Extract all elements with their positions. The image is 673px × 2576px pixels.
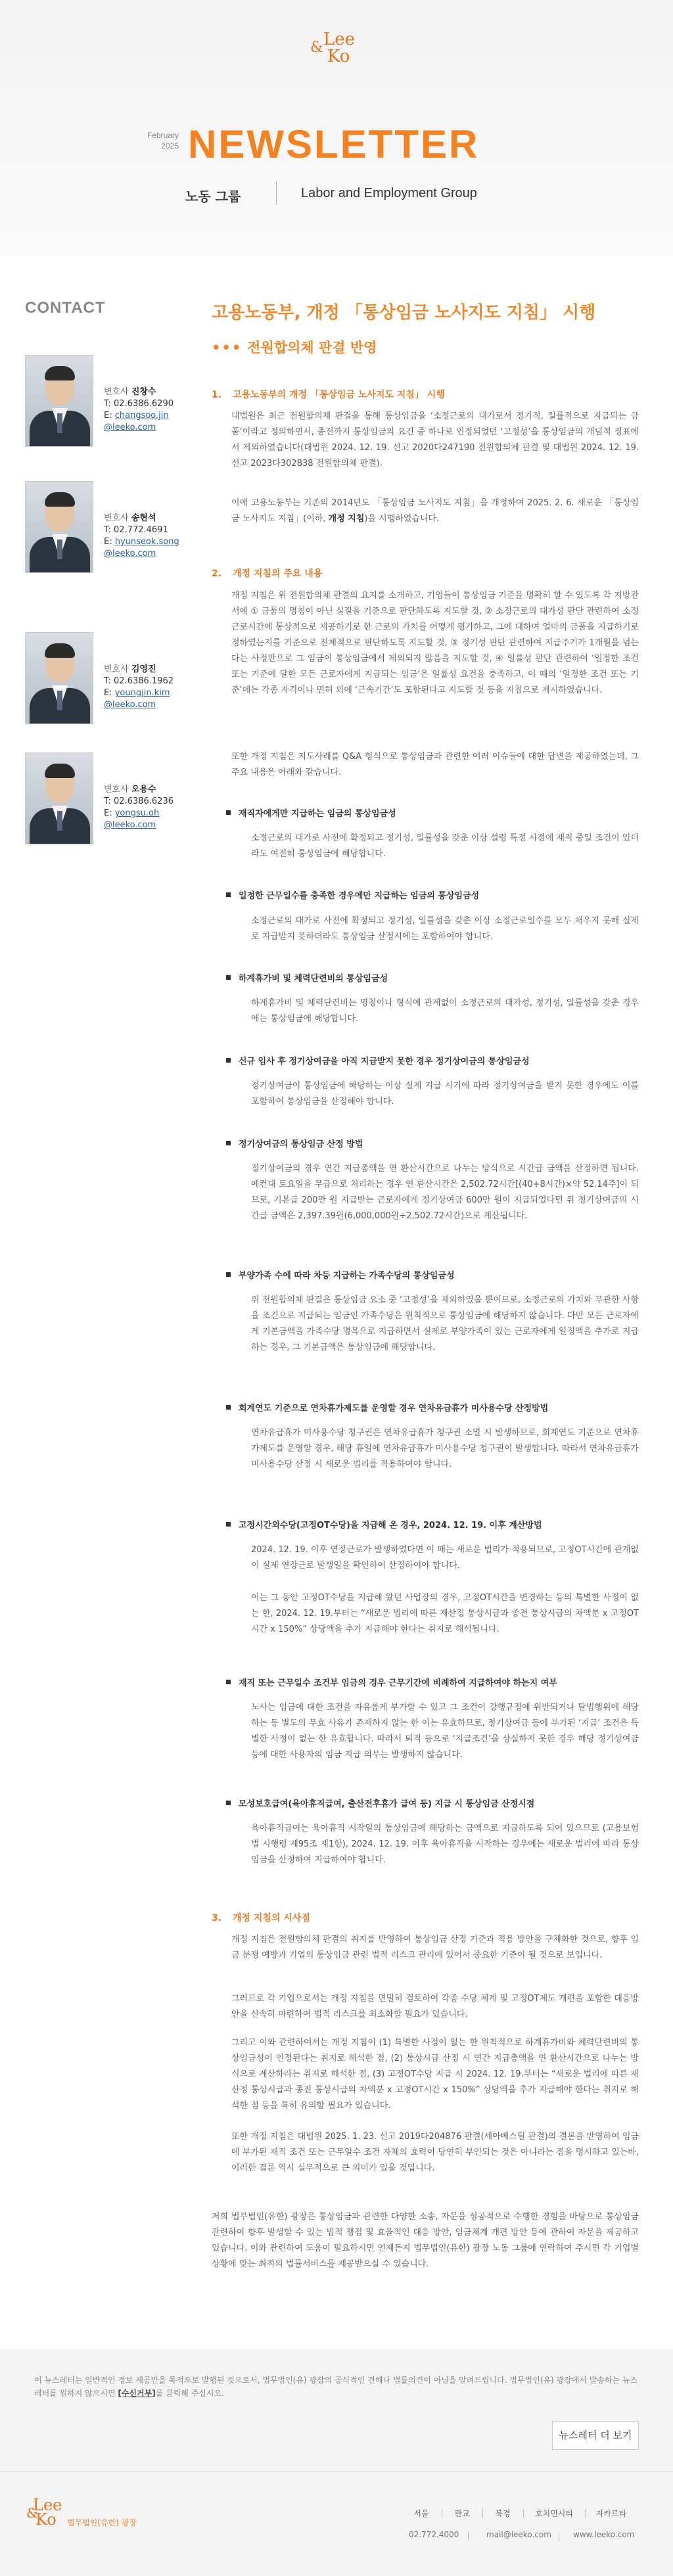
article-subtitle [212,337,377,357]
bullet-square-icon [226,1680,231,1684]
item-heading-text: 재직자에게만 지급하는 임금의 통상임금성 [239,809,396,819]
item-heading-text: 부양가족 수에 따라 차등 지급하는 가족수당의 통상임금성 [239,1271,455,1281]
firm-tel: 02.772.4000 [409,2530,459,2539]
email-label: E: [104,411,112,421]
contact-name: 진창수 [131,387,156,397]
paragraph: 그리고 이와 관련하여서는 개정 지침이 (1) 특별한 사정이 없는 한 원칙적으로 하계휴가비와 체력단련비의 통상임금성이 인정된다는 취지로 해석한 점, (2) 통상시급 산정 시 연간 지급총액을 연 환산시간으로 나누는 방식으로 계산하라는 취지로 해석한 점, (3) 고정OT수당 지급 시 2024. 12. 19.부터는 “새로운 법리에 따른 재산정 통상시급과 종전 통상시급의 차액분 x 고정OT시간 x 150%” 상당액을 추가 지급해야 한다는 취지로 해석한 점 등을 특히 유의할 필요가 있습니다. [231,2038,639,2111]
item-heading-text: 정기상여금의 통상임금 산정 방법 [239,1139,363,1149]
group-name-kr: 노동 그룹 [185,189,241,204]
group-name-en: Labor and Employment Group [301,186,477,200]
section-number: 2. [212,568,222,579]
lawyer-photo [25,355,93,447]
email-label: E: [104,808,112,818]
item-paragraph: 연차유급휴가 미사용수당 청구권은 연차유급휴가 청구권 소멸 시 발생하므로, 회계연도 기준으로 연차휴가제도를 운영할 경우, 해당 휴일에 연차유급휴가 미사용수당 청구권이 발생합니다. 따라서 연차유급휴가 미사용수당 산정 시 새로운 법리를 적용하여야 합니다. [251,1428,639,1469]
office-hochiminh-link[interactable]: 호치민시티 [535,2509,573,2518]
item-heading [226,1797,634,1809]
newsletter-title: NEWSLETTER [188,122,480,166]
contact-card [25,481,196,573]
bullet-square-icon [226,1141,231,1145]
firm-mail-link[interactable]: mail@leeko.com [486,2530,551,2539]
item-heading [226,1676,634,1688]
paragraph: 또한 개정 지침은 대법원 2025. 1. 23. 선고 2019다204876 판결(세아베스틸 판결)의 결론을 반영하여 임금에 부가된 재직 조건 또는 근무일수 조건 자체의 효력이 당연히 부인되는 것은 아니라는 점을 명시하고 있는바, 이러한 결론 역시 실무적으로 큰 의미가 있을 것입니다. [231,2132,639,2173]
footer-logo-ko: Ko [35,2510,57,2529]
contact-role: 변호사 [104,664,129,674]
section-heading [212,388,445,401]
contact-tel: T: 02.6386.1962 [104,676,174,686]
bullet-square-icon [226,1801,231,1805]
item-heading-text: 재직 또는 근무일수 조건부 임금의 경우 근무기간에 비례하여 지급하여야 하는지 여부 [239,1678,557,1688]
firm-name: 법무법인(유한) 광장 [67,2518,137,2527]
contact-email-link[interactable]: changsoo.jin [114,411,169,421]
paragraph: 개정 지침은 전원합의체 판결의 취지를 반영하여 통상임금 산정 기준과 적용 방안을 구체화한 것으로, 향후 임금 분쟁 예방과 기업의 통상임금 관련 법적 리스크 관리에 있어서 중요한 기준이 될 것으로 보입니다. [231,1935,639,1960]
item-heading [226,806,634,819]
contact-email-domain-link[interactable]: @leeko.com [104,820,156,830]
disclaimer-text: 를 클릭해 주십시오. [155,2389,224,2398]
paragraph: 개정 지침은 위 전원합의체 판결의 요지를 소개하고, 기업들이 통상임금 기준을 명확히 할 수 있도록 각 지방관서에 ① 금품의 명칭이 아닌 실질을 기준으로 판단하도록 지도할 것, ② 소정근로의 대가성 판단 관련하여 소정근로시간에 통상적으로 제공하기로 한 근로의 가치를 어떻게 평가하고, 그에 대하여 얼마의 금품을 지급하기로 정하였는지를 기준으로 전체적으로 판단하도록 지도할 것, ③ 정기성 판단 관련하여 지급주기가 1개월을 넘는다는 사정만으로 그 임금이 통상임금에서 제외되지 않음을 지도할 것, ④ 일률성 판단 관련하여 ‘일정한 조건 또는 기준에 달한 모든 근로자에게 지급되는 임금’은 일률성 요건을 충족하고, 이 때의 ‘일정한 조건 또는 기준’에는 각종 자격이나 면허 외에 ‘근속기간’도 포함된다고 지도할 것 등을 지침으로 제시하였습니다. [231,591,639,695]
disclaimer-text: 이 뉴스레터는 일반적인 정보 제공만을 목적으로 발행된 것으로서, 법무법인(유) 광장의 공식적인 견해나 법률의견이 아님을 알려드립니다. 법무법인(유) 광장에서 발송하는 뉴스레터를 원하지 않으시면 [34,2376,638,2398]
item-heading-text: 회계연도 기준으로 연차휴가제도를 운영할 경우 연차유급휴가 미사용수당 산정방법 [239,1404,549,1414]
group-divider [276,181,277,205]
subtitle-dots: ••• [212,340,243,356]
bullet-square-icon [226,1405,231,1410]
article-title: 고용노동부, 개정 「통상임금 노사지도 지침」 시행 [212,303,596,323]
office-beijing-link[interactable]: 북경 [495,2509,511,2518]
closing-paragraph: 저희 법무법인(유한) 광장은 통상임금과 관련한 다양한 소송, 자문을 성공적으로 수행한 경험을 바탕으로 통상임금 관련하여 향후 발생할 수 있는 법적 쟁점 및 효율적인 대응 방안, 임금체계 개편 방안 등에 관하여 자문을 제공하고 있습니다. 이와 관련하여 도움이 필요하시면 언제든지 법무법인(유한) 광장 노동 그룹에 연락하여 주시면 각 기업별 상황에 맞는 최적의 법률서비스를 제공받으실 수 있습니다. [212,2212,639,2269]
contact-email-domain-link[interactable]: @leeko.com [104,549,156,559]
office-divider [585,2509,586,2518]
bullet-square-icon [226,892,231,897]
office-divider [523,2509,524,2518]
item-paragraph: 정기상여금이 통상임금에 해당하는 이상 실제 지급 시기에 따라 정기상여금을 받지 못한 경우에도 이를 포함하여 통상임금을 산정해야 합니다. [251,1081,639,1107]
item-heading-text: 하계휴가비 및 체력단련비의 통상임금성 [239,974,388,984]
section-title: 고용노동부의 개정 「통상임금 노사지도 지침」 시행 [233,390,445,400]
item-paragraph: 2024. 12. 19. 이후 연장근로가 발생하였다면 이 때는 새로운 법리가 적용되므로, 고정OT시간에 관계없이 실제 연장근로 발생일을 확인하여 산정하여야 합니다. [251,1545,639,1571]
contact-name: 송현석 [131,513,156,523]
lawyer-photo [25,481,93,573]
email-label: E: [104,537,112,547]
footer-divider [0,2471,673,2472]
bullet-square-icon [226,1522,231,1527]
lawyer-photo [25,632,93,724]
contact-name: 김영진 [131,664,156,674]
paragraph [231,495,639,527]
office-jakarta-link[interactable]: 자카르타 [595,2509,627,2518]
contact-role: 변호사 [104,513,129,523]
leeko-logo[interactable] [310,32,363,72]
contact-email-link[interactable]: yongsu.oh [114,808,160,818]
email-label: E: [104,688,112,698]
lawyer-photo [25,752,93,844]
more-newsletters-button[interactable]: 뉴스레터 더 보기 [552,2421,639,2450]
section-heading [212,566,322,580]
section-title: 개정 지침의 시사점 [233,1913,310,1923]
item-heading-text: 모성보호급여(육아휴직급여, 출산전후휴가 급여 등) 지급 시 통상임금 산정시점 [239,1799,535,1809]
item-heading [226,1137,634,1149]
item-heading [226,971,634,984]
office-divider [482,2509,483,2518]
contact-card [25,632,196,724]
item-heading-text: 고정시간외수당(고정OT수당)을 지급해 온 경우, 2024. 12. 19. 이후 계산방법 [239,1521,542,1530]
item-heading-text: 일정한 근무일수를 충족한 경우에만 지급하는 임금의 통상임금성 [239,891,480,901]
contact-email-domain-link[interactable]: @leeko.com [104,423,156,432]
bullet-square-icon [226,1272,231,1277]
contact-divider [468,2531,469,2541]
office-pangyo-link[interactable]: 판교 [454,2509,470,2518]
contact-email-link[interactable]: youngjin.kim [114,688,170,698]
item-paragraph: 정기상여금의 경우 연간 지급총액을 연 환산시간으로 나누는 방식으로 시간급 금액을 산정하면 됩니다. 예컨대 토요일을 무급으로 처리하는 경우 연 환산시간은 2,502.72시간[(40+8시간)×약 52.14주]이 되므로, 기본급 200만 원 지급받는 근로자에게 정기상여금 600만 원이 지급되었다면 위 정기상여금의 시간급 금액은 2,397.39원(6,000,000원÷2,502.72시간)으로 계산됩니다. [251,1164,639,1221]
item-heading [226,1518,634,1530]
logo-ampersand: & [310,39,323,56]
contact-email-domain-link[interactable]: @leeko.com [104,700,156,710]
office-seoul-link[interactable]: 서울 [413,2509,429,2518]
paragraph-text: 이에 고용노동부는 기존의 2014년도 「통상임금 노사지도 지침」을 개정하여 2025. 2. 6. 새로운 「통상임금 노사지도 지침」(이하, [231,498,639,524]
footer-logo-ampersand: & [26,2505,38,2521]
section-number: 1. [212,390,222,400]
item-heading-text: 신규 입사 후 정기상여금을 아직 지급받지 못한 경우 정기상여금의 통상임금성 [239,1057,530,1067]
subtitle-text: 전원합의체 판결 반영 [247,340,377,356]
contact-card [25,355,196,447]
section-number: 3. [212,1913,222,1923]
item-heading [226,1268,634,1281]
contact-role: 변호사 [104,387,129,397]
paragraph: 그러므로 각 기업으로서는 개정 지침을 면밀히 검토하여 각종 수당 체계 및 고정OT제도 개편을 포함한 대응방안을 신속히 마련하여 법적 리스크를 최소화할 필요가 있습니다. [231,1994,639,2019]
issue-year: 2025 [161,141,179,150]
contact-role: 변호사 [104,785,129,794]
footer-logo-lee: Lee [33,2496,62,2514]
logo-ko: Ko [327,47,350,66]
paragraph: 또한 개정 지침은 지도사례를 Q&A 형식으로 통상임금과 관련한 여러 이슈들에 대한 답변을 제공하였는데, 그 주요 내용은 아래와 같습니다. [231,752,639,777]
issue-date [116,130,179,151]
paragraph-text: )을 시행하였습니다. [364,514,440,524]
unsubscribe-link[interactable]: [수신거부] [118,2389,156,2398]
contact-tel: T: 02.6386.6290 [104,399,174,409]
logo-lee: Lee [323,30,356,49]
item-paragraph: 소정근로의 대가로 사전에 확정되고 정기성, 일률성을 갖춘 이상 소정근로일수를 모두 채우지 못해 실제로 지급받지 못하더라도 통상임금 산정시에는 포함하여야 합니다. [251,916,639,942]
paragraph-bold: 개정 지침 [328,514,365,524]
footer-logo[interactable] [26,2497,158,2537]
item-heading [226,1054,634,1067]
section-heading [212,1911,310,1924]
contact-tel: T: 02.6386.6236 [104,796,174,806]
firm-web-link[interactable]: www.leeko.com [573,2530,635,2539]
section-title: 개정 지침의 주요 내용 [233,568,323,579]
contact-name: 오용수 [131,785,156,794]
contact-tel: T: 02.772.4691 [104,525,168,535]
issue-month: February [147,131,179,140]
contact-heading: CONTACT [25,299,106,317]
contact-card [25,752,196,844]
item-paragraph: 소정근로의 대가로 사전에 확정되고 정기성, 일률성을 갖춘 이상 설령 특정 시점에 재직 중일 조건이 있더라도 여전히 통상임금에 해당합니다. [251,833,639,859]
contact-email-link[interactable]: hyunseok.song [114,537,179,547]
paragraph: 대법원은 최근 전원합의체 판결을 통해 통상임금을 ‘소정근로의 대가로서 정기적, 일률적으로 지급되는 금품’이라고 정의하면서, 종전까지 통상임금의 요건 중 하나로 인정되었던 ‘고정성’을 통상임금의 개념적 징표에서 제외하였습니다(대법원 2024. 12. 19. 선고 2020다247190 전원합의체 판결 및 대법원 2024. 12. 19. 선고 2023다302838 전원합의체 판결). [231,411,639,469]
item-paragraph: 이는 그 동안 고정OT수당을 지급해 왔던 사업장의 경우, 고정OT시간을 변경하는 등의 특별한 사정이 없는 한, 2024. 12. 19.부터는 “새로운 법리에 따른 재산정 통상시급과 종전 통상시급의 차액분 x 고정OT시간 x 150%” 상당액을 추가 지급해야 한다는 취지로 해석됩니다. [251,1593,639,1634]
item-paragraph: 육아휴직급여는 육아휴직 시작일의 통상임금에 해당하는 금액으로 지급하도록 되어 있으므로 (고용보험법 시행령 제95조 제1항), 2024. 12. 19. 이후 육아휴직을 시작하는 경우에는 새로운 법리에 따라 통상임금을 산정하여 지급하여야 합니다. [251,1824,639,1865]
bullet-square-icon [226,1058,231,1063]
disclaimer [34,2374,639,2400]
item-heading [226,888,634,901]
item-paragraph: 노사는 임금에 대한 조건을 자유롭게 부가할 수 있고 그 조건이 강행규정에 위반되거나 탈법행위에 해당하는 등 별도의 무효 사유가 존재하지 않는 한 이는 유효하므로, 정기상여금 등에 부가된 ‘지급’ 조건은 특별한 사정이 없는 한 유효합니다. 따라서 퇴직 등으로 ‘지급조건’을 상실하지 못한 경우 해당 정기상여금 등에 대한 사용자의 임금 지급 의무는 발생하지 않습니다. [251,1703,639,1760]
item-heading [226,1401,634,1414]
bullet-square-icon [226,975,231,980]
item-paragraph: 위 전원합의체 판결은 통상임금 요소 중 ‘고정성’을 제외하였을 뿐이므로, 소정근로의 가치와 무관한 사항을 조건으로 지급되는 임금인 가족수당은 원칙적으로 통상임금에 해당하지 않습니다. 다만 모든 근로자에게 기본금액을 가족수당 명목으로 지급하면서 실제로 부양가족이 있는 근로자에게 일정액을 추가로 지급하는 경우, 그 기본금액은 통상임금에 해당합니다. [251,1295,639,1352]
bullet-square-icon [226,810,231,815]
item-paragraph: 하계휴가비 및 체력단련비는 명칭이나 형식에 관계없이 소정근로의 대가성, 정기성, 일률성을 갖춘 경우에는 통상임금에 해당합니다. [251,998,639,1024]
